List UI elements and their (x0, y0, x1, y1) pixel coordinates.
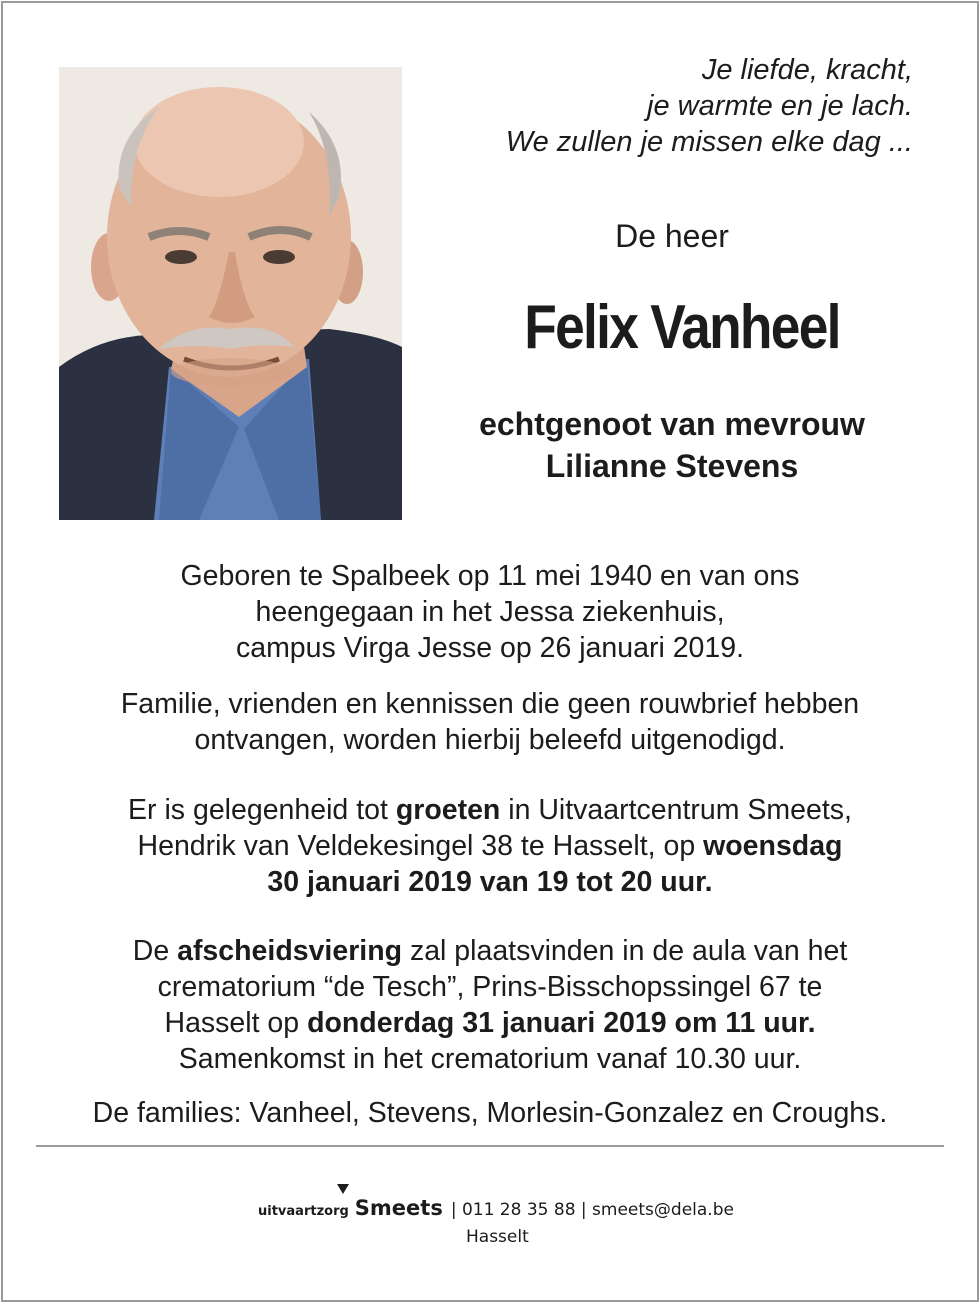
poem-line-2: je warmte en je lach. (647, 90, 913, 122)
footer-brand: Smeets (354, 1196, 443, 1220)
visit-line-1 (30, 792, 950, 828)
deceased-name: Felix Vanheel (524, 293, 840, 362)
ceremony-paragraph (30, 933, 950, 1077)
ceremony-text-c: zal plaatsvinden in de aula van het (402, 935, 848, 967)
ceremony-line-1 (30, 933, 950, 969)
visit-emphasis-day: woensdag (703, 830, 843, 862)
divider (36, 1145, 944, 1147)
visit-emphasis-groeten: groeten (395, 794, 501, 826)
visit-text-c: in Uitvaartcentrum Smeets, (500, 794, 852, 826)
birth-paragraph (30, 558, 950, 666)
birth-line-2: heengegaan in het Jessa ziekenhuis, (255, 596, 725, 628)
portrait-image (59, 67, 402, 520)
footer-prefix: uitvaartzorg (258, 1204, 349, 1219)
ceremony-emphasis-title: afscheidsviering (177, 935, 403, 967)
visit-text-d: Hendrik van Veldekesingel 38 te Hasselt, op (137, 830, 704, 862)
invite-line-2: ontvangen, worden hierbij beleefd uitgenodigd. (194, 724, 786, 756)
footer-city: Hasselt (466, 1227, 529, 1247)
poem-line-3: We zullen je missen elke dag ... (505, 126, 913, 158)
ceremony-line-2: crematorium “de Tesch”, Prins-Bisschopssingel 67 te (157, 971, 823, 1003)
footer-contact: | 011 28 35 88 | smeets@dela.be (450, 1200, 734, 1220)
logo-triangle-icon (337, 1184, 349, 1194)
salutation: De heer (615, 218, 729, 254)
birth-line-1: Geboren te Spalbeek op 11 mei 1940 en van ons (180, 560, 800, 592)
visit-line-2 (30, 828, 950, 864)
ceremony-emphasis-date: donderdag 31 januari 2019 om 11 uur. (307, 1007, 816, 1039)
birth-line-3: campus Virga Jesse op 26 januari 2019. (235, 632, 745, 664)
ceremony-text-e: Hasselt op (164, 1007, 308, 1039)
poem (506, 52, 913, 160)
visit-line-3 (30, 864, 950, 900)
invite-line-1: Familie, vrienden en kennissen die geen rouwbrief hebben (120, 688, 860, 720)
spouse-info (422, 403, 922, 487)
ceremony-line-4: Samenkomst in het crematorium vanaf 10.30 uur. (178, 1043, 802, 1075)
portrait-photo (59, 67, 402, 520)
spouse-line-2: Lilianne Stevens (545, 448, 799, 484)
visit-emphasis-date: 30 januari 2019 van 19 tot 20 uur. (267, 866, 713, 898)
families-line: De families: Vanheel, Stevens, Morlesin-Gonzalez en Croughs. (92, 1097, 888, 1129)
visitation-paragraph (30, 792, 950, 900)
spouse-line-1: echtgenoot van mevrouw (479, 406, 865, 442)
ceremony-line-3 (30, 1005, 950, 1041)
invitation-paragraph (30, 686, 950, 758)
footer-contact-line (258, 1196, 734, 1220)
poem-line-1: Je liefde, kracht, (701, 54, 913, 86)
visit-text-a: Er is gelegenheid tot (128, 794, 396, 826)
ceremony-text-a: De (132, 935, 178, 967)
